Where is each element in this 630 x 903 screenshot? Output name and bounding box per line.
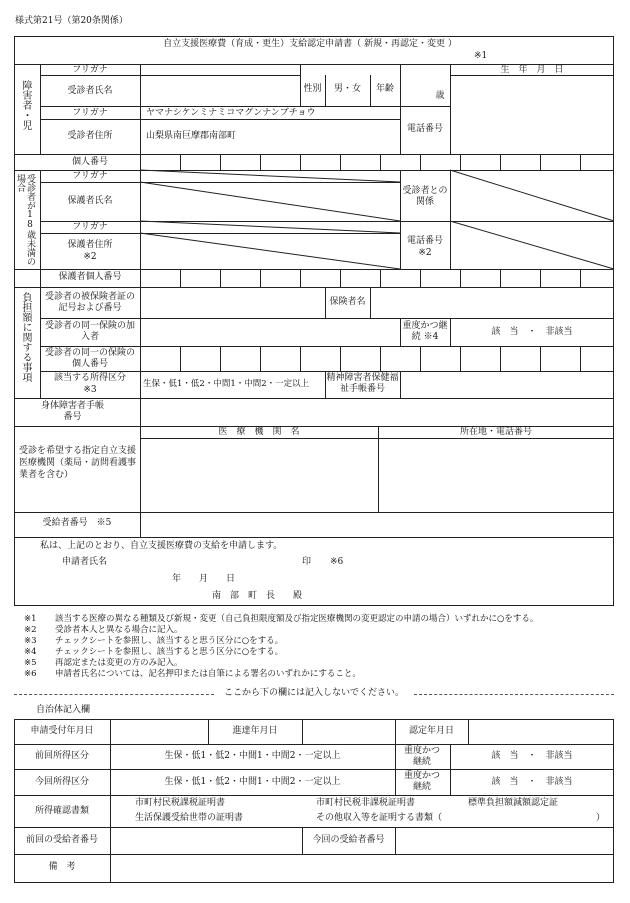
age-label: 年齢 bbox=[375, 84, 394, 94]
declaration-text: 私は、上記のとおり、自立支援医療費の支給を申請します。 bbox=[40, 541, 283, 551]
guardian-phone-note: ※2 bbox=[418, 248, 432, 258]
note-mark: ※3 bbox=[24, 636, 37, 646]
income-label: 該当する所得区分 bbox=[53, 373, 126, 383]
note-text: 受診者本人と異なる場合に記入。 bbox=[55, 625, 183, 635]
curr-severe-options: 該 当 ・ 非該当 bbox=[491, 777, 573, 787]
prev-income-options: 生保・低1・低2・中間1・中間2・一定以上 bbox=[164, 751, 341, 761]
doc-tax-cert: 市町村民税課税証明書 bbox=[135, 798, 226, 808]
income-options: 生保・低1・低2・中間1・中間2・一定以上 bbox=[143, 379, 310, 389]
guardian-section-label: 受診者が18歳未満の場合 bbox=[15, 174, 35, 266]
note-text: チェックシートを参照し、該当すると思う区分に○をする。 bbox=[55, 636, 284, 646]
forwarded-label: 進達年月日 bbox=[232, 726, 278, 736]
guardian-furigana-label-2: フリガナ bbox=[72, 222, 108, 232]
sex-label: 性別 bbox=[303, 84, 322, 94]
patient-name-label: 受診者氏名 bbox=[67, 86, 113, 96]
institution-col-name: 医 療 機 関 名 bbox=[218, 427, 300, 437]
curr-severe-label: 重度かつ継続 bbox=[403, 771, 440, 792]
form-number: 様式第21号（第20条関係） bbox=[15, 16, 128, 26]
note-text: 再認定または変更の方のみ記入。 bbox=[55, 658, 183, 668]
income-note: ※3 bbox=[83, 385, 97, 395]
prev-severe-label: 重度かつ継続 bbox=[403, 746, 440, 767]
patient-furigana-value: ヤマナシケンミナミコマグンナンブチョウ bbox=[146, 108, 316, 118]
prev-severe-options: 該 当 ・ 非該当 bbox=[491, 751, 573, 761]
guardian-furigana-label: フリガナ bbox=[72, 171, 108, 181]
burden-section-label: 負担額に関する事項 bbox=[20, 292, 31, 382]
addressee: 南 部 町 長 殿 bbox=[212, 591, 303, 601]
note-mark: ※5 bbox=[24, 658, 37, 668]
severe-options: 該 当 ・ 非該当 bbox=[491, 327, 573, 337]
patient-phone-label: 電話番号 bbox=[406, 124, 443, 134]
curr-number-label: 今回の受給者番号 bbox=[312, 835, 385, 845]
prev-number-label: 前回の受給者番号 bbox=[25, 835, 98, 845]
doc-welfare-cert: 生活保護受給世帯の証明書 bbox=[135, 813, 244, 823]
recipient-number-label: 受給者番号 ※5 bbox=[42, 518, 112, 528]
title-note: ※1 bbox=[474, 51, 488, 61]
patient-furigana-label-2: フリガナ bbox=[72, 108, 108, 118]
patient-address-label: 受診者住所 bbox=[67, 131, 113, 141]
received-label: 申請受付年月日 bbox=[30, 726, 94, 736]
guardian-phone-label: 電話番号 bbox=[406, 236, 443, 246]
guardian-address-label: 保護者住所 bbox=[67, 240, 113, 250]
same-insurance-label: 受診者の同一保険の加入者 bbox=[44, 321, 135, 342]
note-text: チェックシートを参照し、該当すると思う区分に○をする。 bbox=[55, 647, 284, 657]
divider-text: ここから下の欄には記入しないでください。 bbox=[223, 688, 404, 698]
birthdate-label: 生 年 月 日 bbox=[500, 65, 564, 75]
curr-income-label: 今回所得区分 bbox=[34, 777, 89, 787]
institution-col-address: 所在地・電話番号 bbox=[459, 427, 532, 437]
certified-label: 認定年月日 bbox=[408, 726, 454, 736]
docs-label: 所得確認書類 bbox=[34, 806, 89, 816]
declaration-date: 年 月 日 bbox=[172, 574, 236, 584]
same-insurance-id-label: 受診者の同一の保険の個人番号 bbox=[44, 348, 135, 369]
remarks-label: 備 考 bbox=[48, 862, 76, 872]
guardian-address-note: ※2 bbox=[83, 252, 97, 262]
curr-income-options: 生保・低1・低2・中間1・中間2・一定以上 bbox=[164, 777, 341, 787]
doc-other: その他収入等を証明する書類（ bbox=[316, 813, 443, 823]
patient-furigana-label: フリガナ bbox=[72, 65, 108, 75]
note-mark: ※6 bbox=[24, 669, 37, 679]
mental-label: 精神障害者保健福祉手帳番号 bbox=[326, 373, 399, 394]
insurance-symbol-label: 受診者の被保険者証の記号および番号 bbox=[44, 292, 135, 313]
guardian-id-label: 保護者個人番号 bbox=[58, 272, 122, 282]
sex-options: 男・女 bbox=[333, 84, 361, 94]
prev-income-label: 前回所得区分 bbox=[34, 751, 89, 761]
severe-label: 重度かつ継続 ※4 bbox=[402, 321, 448, 342]
guardian-name-label: 保護者氏名 bbox=[67, 196, 113, 206]
doc-nontax-cert: 市町村民税非課税証明書 bbox=[316, 798, 416, 808]
note-mark: ※1 bbox=[24, 614, 37, 624]
patient-address-value: 山梨県南巨摩郡南部町 bbox=[146, 131, 237, 141]
divider-line-left bbox=[14, 694, 214, 695]
age-unit: 歳 bbox=[435, 91, 445, 101]
relation-label: 受診者との関係 bbox=[402, 186, 448, 207]
insurer-label: 保険者名 bbox=[329, 297, 366, 307]
patient-id-label: 個人番号 bbox=[71, 157, 108, 167]
divider-line-right bbox=[414, 694, 614, 695]
seal-note: ※6 bbox=[330, 557, 344, 567]
office-heading: 自治体記入欄 bbox=[36, 705, 91, 715]
institution-label: 受診を希望する指定自立支援医療機関（薬局・訪問看護事業者を含む） bbox=[19, 446, 137, 480]
note-mark: ※4 bbox=[24, 647, 37, 657]
disability-cert-label: 身体障害者手帳番号 bbox=[40, 401, 104, 422]
note-text: 該当する医療の異なる種類及び新規・変更（自己負担限度額及び指定医療機関の変更認定の申請の場合）いずれかに○をする。 bbox=[55, 614, 539, 624]
note-text: 申請者氏名については、記名押印または自筆による署名のいずれかにすること。 bbox=[55, 669, 361, 679]
applicant-label: 申請者氏名 bbox=[62, 557, 108, 567]
note-mark: ※2 bbox=[24, 625, 37, 635]
patient-section-label: 障害者・児 bbox=[20, 80, 31, 130]
seal-label: 印 bbox=[302, 557, 312, 567]
doc-other-close: ） bbox=[596, 813, 606, 823]
doc-reduction-cert: 標準負担額減額認定証 bbox=[468, 798, 559, 808]
form-title: 自立支援医療費（育成・更生）支給認定申請書（ 新規・再認定・変更 ） bbox=[163, 39, 457, 49]
